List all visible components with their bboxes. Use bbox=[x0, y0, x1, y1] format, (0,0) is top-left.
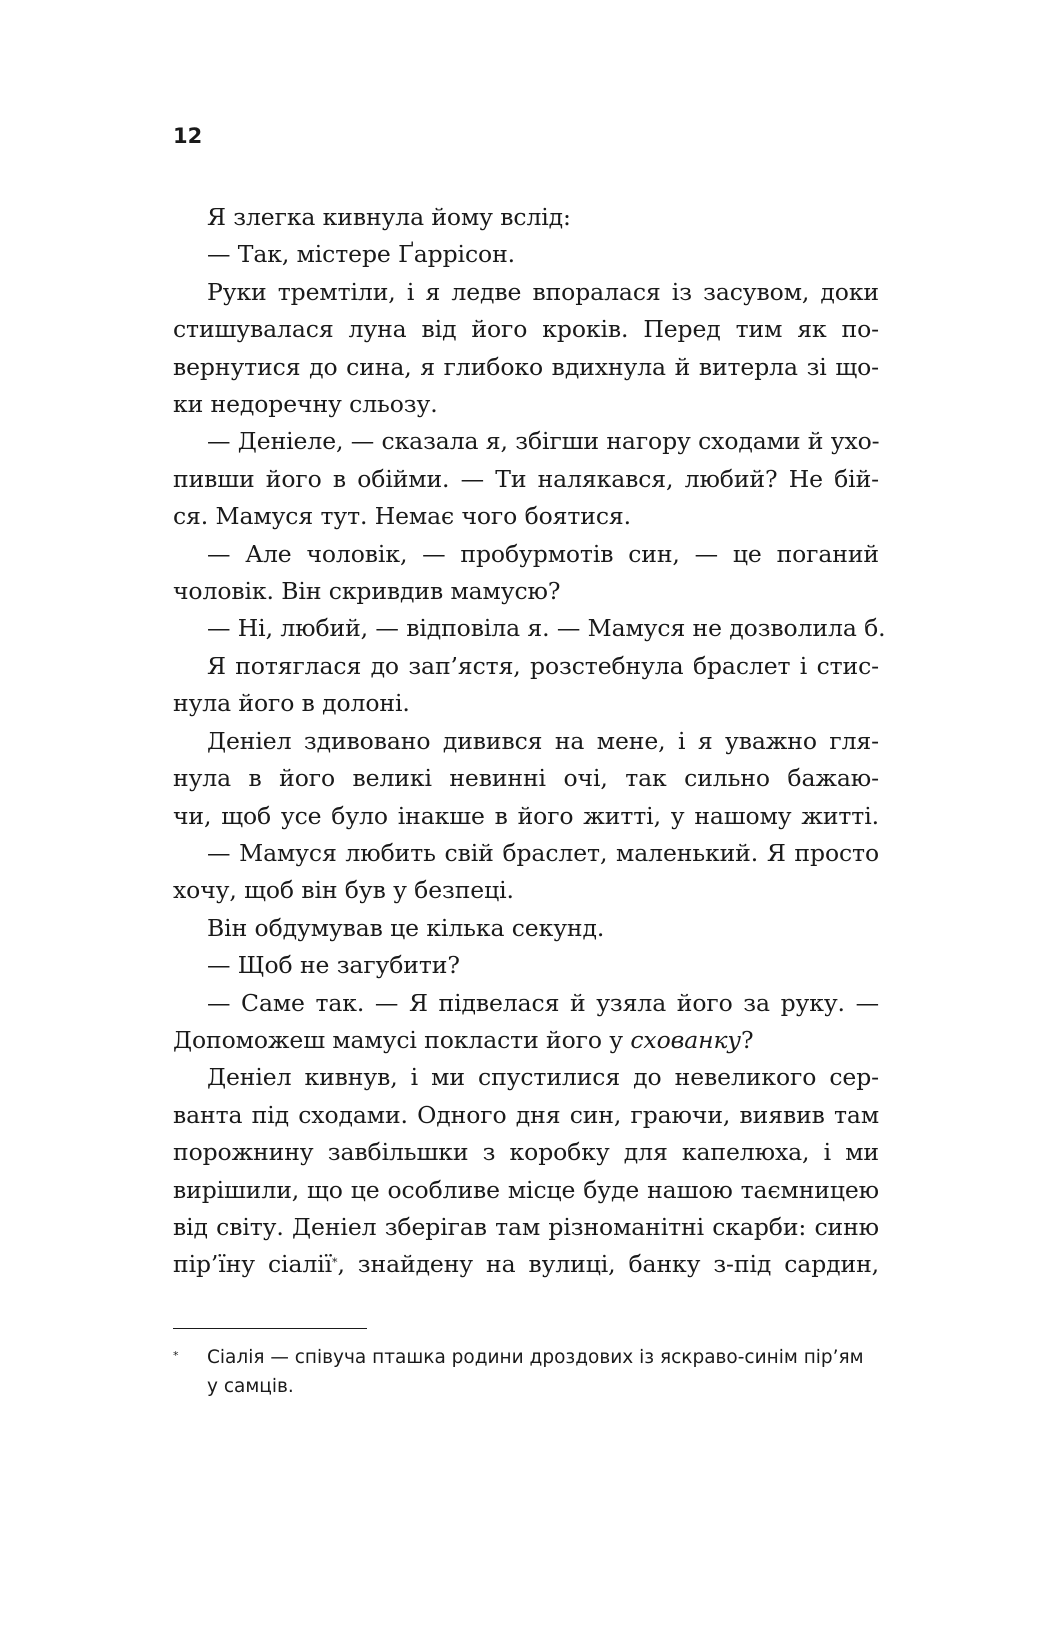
text-line: нула в його великі невинні очі, так сильно бажаю- bbox=[173, 764, 879, 793]
paragraph bbox=[173, 648, 879, 723]
text-line: — Деніеле, — сказала я, збігши нагору сходами й ухо- bbox=[207, 427, 880, 456]
paragraph bbox=[173, 199, 879, 236]
text-line bbox=[173, 1022, 879, 1059]
text-line: Руки тремтіли, і я ледве впоралася із засувом, доки bbox=[207, 277, 879, 306]
text-line: ся. Мамуся тут. Немає чого боятися. bbox=[173, 502, 632, 531]
text-line: — Але чоловік, — пробурмотів син, — це поганий bbox=[207, 539, 879, 568]
paragraph bbox=[173, 947, 879, 984]
text-line: — Ні, любий, — відповіла я. — Мамуся не дозволила б. bbox=[207, 614, 886, 643]
body-text bbox=[173, 199, 886, 1284]
text-span: , знайдену на вулиці, банку з-під сардин, bbox=[337, 1250, 880, 1279]
text-line: — Саме так. — Я підвелася й узяла його за руку. — bbox=[207, 988, 879, 1017]
text-line: Я злегка кивнула йому вслід: bbox=[207, 203, 571, 231]
paragraph bbox=[173, 236, 879, 273]
page-number: 12 bbox=[173, 124, 203, 148]
text-line: пивши його в обійми. — Ти налякався, любий? Не бій- bbox=[173, 464, 879, 493]
text-line: нула його в долоні. bbox=[173, 689, 410, 718]
footnote bbox=[173, 1344, 879, 1401]
paragraph bbox=[173, 274, 879, 424]
footnote-text: Сіалія — співуча пташка родини дроздових із яскраво-синім пір’ям у самців. bbox=[207, 1347, 864, 1397]
text-line: вирішили, що це особливе місце буде нашою таємницею bbox=[173, 1175, 879, 1204]
text-line: Деніел кивнув, і ми спустилися до невеликого сер- bbox=[207, 1063, 879, 1092]
text-line: чоловік. Він скривдив мамусю? bbox=[173, 577, 561, 606]
paragraph bbox=[173, 1059, 879, 1283]
text-line: Я потяглася до зап’ястя, розстебнула браслет і стис- bbox=[207, 651, 879, 680]
paragraph bbox=[173, 910, 879, 947]
text-line: від світу. Деніел зберігав там різноманітні скарби: синю bbox=[173, 1212, 879, 1241]
italic-word: схованку bbox=[630, 1025, 741, 1054]
text-line: — Щоб не загубити? bbox=[207, 951, 460, 980]
paragraph bbox=[173, 610, 886, 647]
text-line: Деніел здивовано дивився на мене, і я уважно гля- bbox=[207, 726, 879, 755]
paragraph bbox=[173, 423, 879, 535]
paragraph bbox=[173, 835, 879, 910]
text-line: Він обдумував це кілька секунд. bbox=[207, 913, 605, 942]
text-line: вернутися до сина, я глибоко вдихнула й витерла зі що- bbox=[173, 352, 879, 381]
paragraph bbox=[173, 536, 879, 611]
paragraph bbox=[173, 723, 879, 835]
text-line: — Мамуся любить свій браслет, маленький. Я просто bbox=[207, 838, 879, 867]
text-line: стишувалася луна від його кроків. Перед тим як по- bbox=[173, 315, 879, 344]
text-line: ванта під сходами. Одного дня син, граючи, виявив там bbox=[173, 1100, 879, 1129]
text-span: пір’їну сіалії bbox=[173, 1250, 333, 1279]
text-span: Допоможеш мамусі покласти його у bbox=[173, 1025, 631, 1054]
footnote-divider bbox=[173, 1328, 367, 1329]
footnote-mark: * bbox=[173, 1349, 179, 1362]
text-span: ? bbox=[740, 1025, 754, 1054]
text-line: порожнину завбільшки з коробку для капелюха, і ми bbox=[173, 1138, 879, 1167]
text-line bbox=[173, 1246, 879, 1283]
paragraph bbox=[173, 985, 879, 1060]
text-line: ки недоречну сльозу. bbox=[173, 390, 438, 419]
text-line: хочу, щоб він був у безпеці. bbox=[173, 876, 514, 905]
text-line: чи, щоб усе було інакше в його житті, у нашому житті. bbox=[173, 801, 879, 830]
footnote-reference[interactable]: * bbox=[332, 1256, 338, 1270]
text-line: — Так, містере Ґаррісон. bbox=[207, 240, 516, 269]
